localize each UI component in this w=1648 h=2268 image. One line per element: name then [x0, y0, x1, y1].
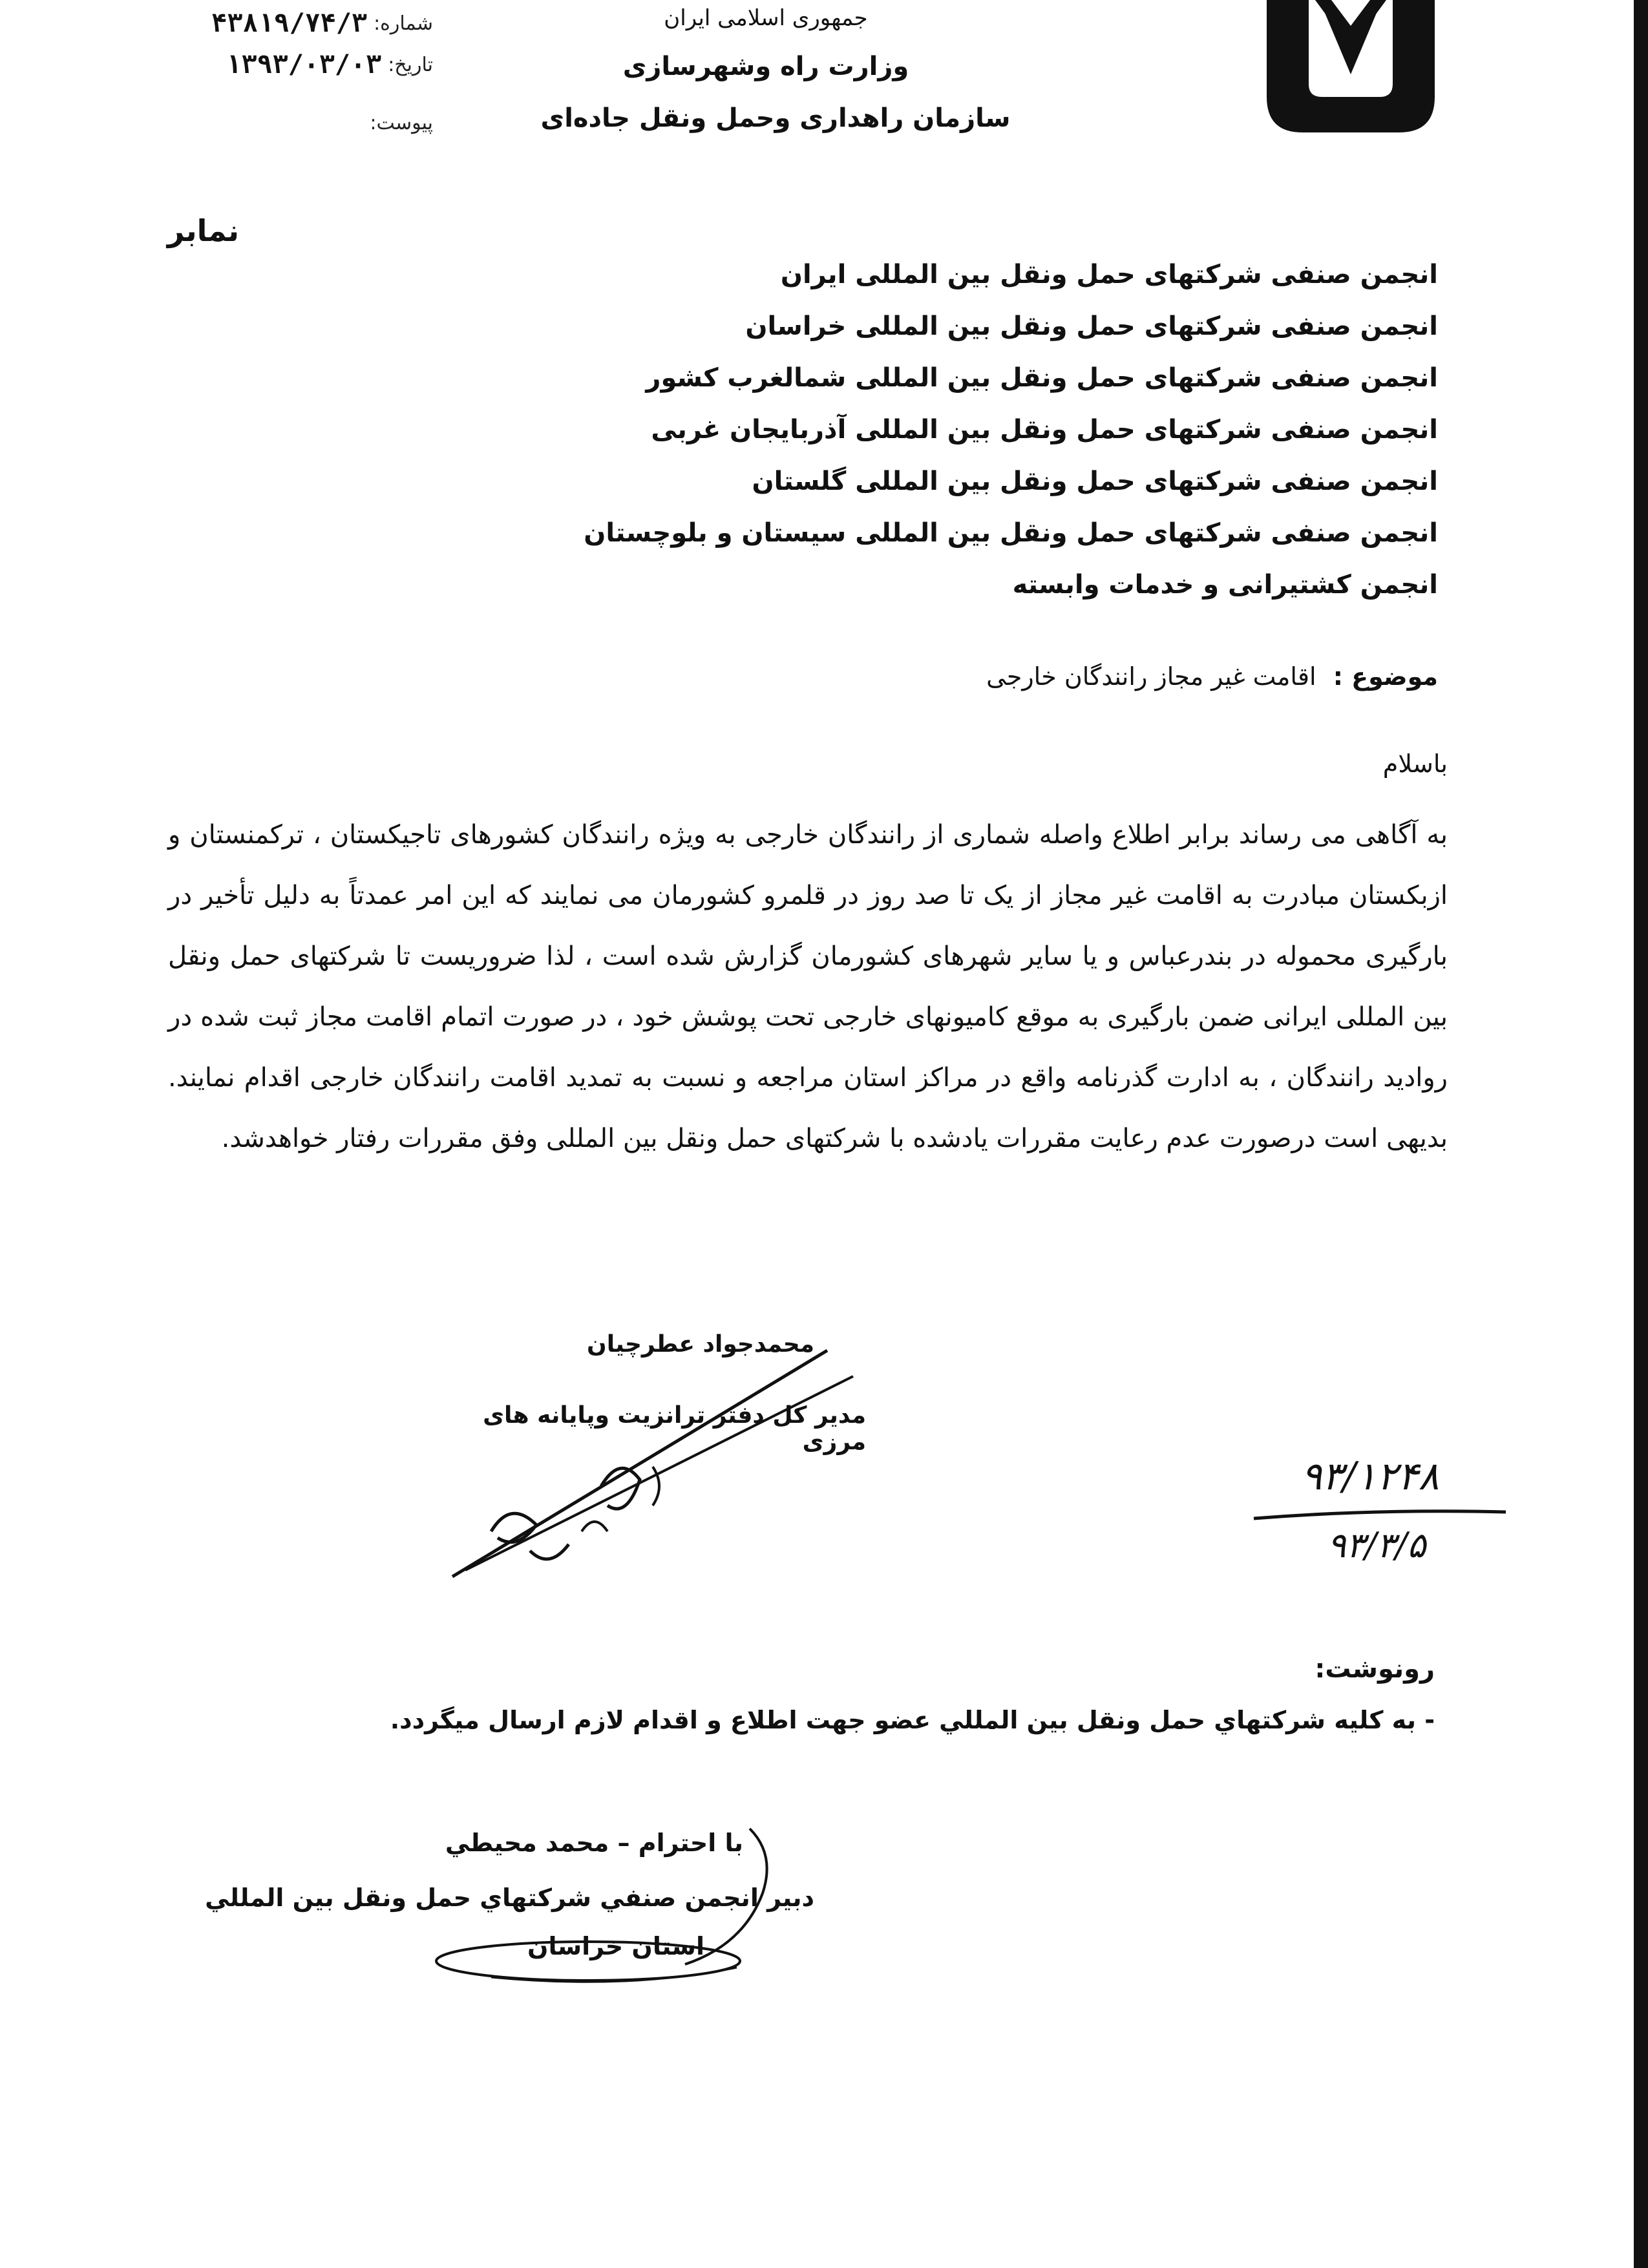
letter-body: به آگاهی می رساند برابر اطلاع واصله شماری از رانندگان خارجی به ویژه رانندگان کشورهای تاجیکستان ، ترکمنستان و ازبکستان مبادرت به اقامت غیر مجاز از یک تا صد روز در قلمرو کشورمان می نمایند که این امر عمدتاً به دلیل تأخیر در بارگیری محموله در بندرعباس و یا سایر شهرهای کشورمان گزارش شده است ، لذا ضروریست تا شرکتهای حمل ونقل بین المللی ایرانی ضمن بارگیری به موقع کامیونهای خارجی تحت پوشش خود ، در صورت اتمام اقامت مجاز ثبت شده در روادید رانندگان ، به ادارت گذرنامه واقع در مراکز استان مراجعه و نسبت به تمدید اقامت رانندگان خارجی اقدام نمایند. بدیهی است درصورت عدم رعایت مقررات یادشده با شرکتهای حمل ونقل بین المللی وفق مقررات رفتار خواهدشد.	[168, 820, 1448, 1153]
attachment-label: پیوست:	[370, 111, 433, 134]
header-ministry: وزارت راه وشهرسازی	[622, 52, 909, 81]
header-country: جمهوری اسلامی ایران	[664, 5, 868, 31]
salutation: باسلام	[1382, 750, 1448, 778]
recipient-item: انجمن صنفی شرکتهای حمل ونقل بین المللی گلستان	[752, 467, 1438, 496]
subject-label: موضوع :	[1333, 662, 1438, 691]
closing-line: با احترام – محمد محیطي	[445, 1829, 743, 1857]
signatory-name: محمدجواد عطرچیان	[587, 1331, 814, 1358]
signatory-title: مدیر کل دفتر ترانزیت وپایانه های مرزی	[483, 1402, 866, 1455]
secretary-title: دبیر انجمن صنفي شرکتهاي حمل ونقل بین المللي	[205, 1884, 814, 1912]
recipient-item: انجمن صنفی شرکتهای حمل ونقل بین المللی ایران	[780, 260, 1438, 289]
recipient-item: انجمن کشتیرانی و خدمات وابسته	[1012, 570, 1438, 600]
subject-line	[662, 654, 1438, 699]
handwritten-reference-date: ۹۳/۳/۵	[1327, 1525, 1426, 1566]
recipient-item: انجمن صنفی شرکتهای حمل ونقل بین المللی شمالغرب کشور	[646, 363, 1438, 393]
recipient-item: انجمن صنفی شرکتهای حمل ونقل بین المللی سیستان و بلوچستان	[584, 518, 1438, 548]
ministry-logo-icon	[1254, 0, 1448, 139]
recipient-item: انجمن صنفی شرکتهای حمل ونقل بین المللی خراسان	[745, 311, 1438, 341]
date-value: ۱۳۹۳/۰۳/۰۳	[226, 50, 382, 79]
cc-line: - به کلیه شرکتهاي حمل ونقل بین المللي عضو جهت اطلاع و اقدام لازم ارسال میگردد.	[390, 1706, 1435, 1734]
subject-text: اقامت غیر مجاز رانندگان خارجی	[986, 662, 1316, 691]
handwritten-reference-number: ۹۳/۱۲۴۸	[1301, 1454, 1439, 1499]
header-organization: سازمان راهداری وحمل ونقل جاده‌ای	[540, 103, 1011, 133]
number-label: شماره:	[374, 12, 433, 35]
handwritten-signature-icon	[414, 1816, 840, 1990]
scan-border	[1634, 0, 1648, 2268]
recipient-list	[469, 249, 1438, 611]
letter-attachment-row	[155, 103, 433, 142]
handwritten-signature-icon	[439, 1338, 866, 1583]
date-label: تاریخ:	[388, 53, 433, 76]
secretary-province: استان خراسان	[527, 1932, 704, 1960]
fax-label: نمابر	[167, 213, 239, 248]
letter-number-row	[155, 4, 433, 43]
recipient-item: انجمن صنفی شرکتهای حمل ونقل بین المللی آذربایجان غربی	[651, 415, 1438, 445]
letter-date-row	[155, 45, 433, 84]
cc-label: رونوشت:	[1315, 1654, 1435, 1684]
number-value: ۴۳۸۱۹/۷۴/۳	[211, 8, 368, 38]
